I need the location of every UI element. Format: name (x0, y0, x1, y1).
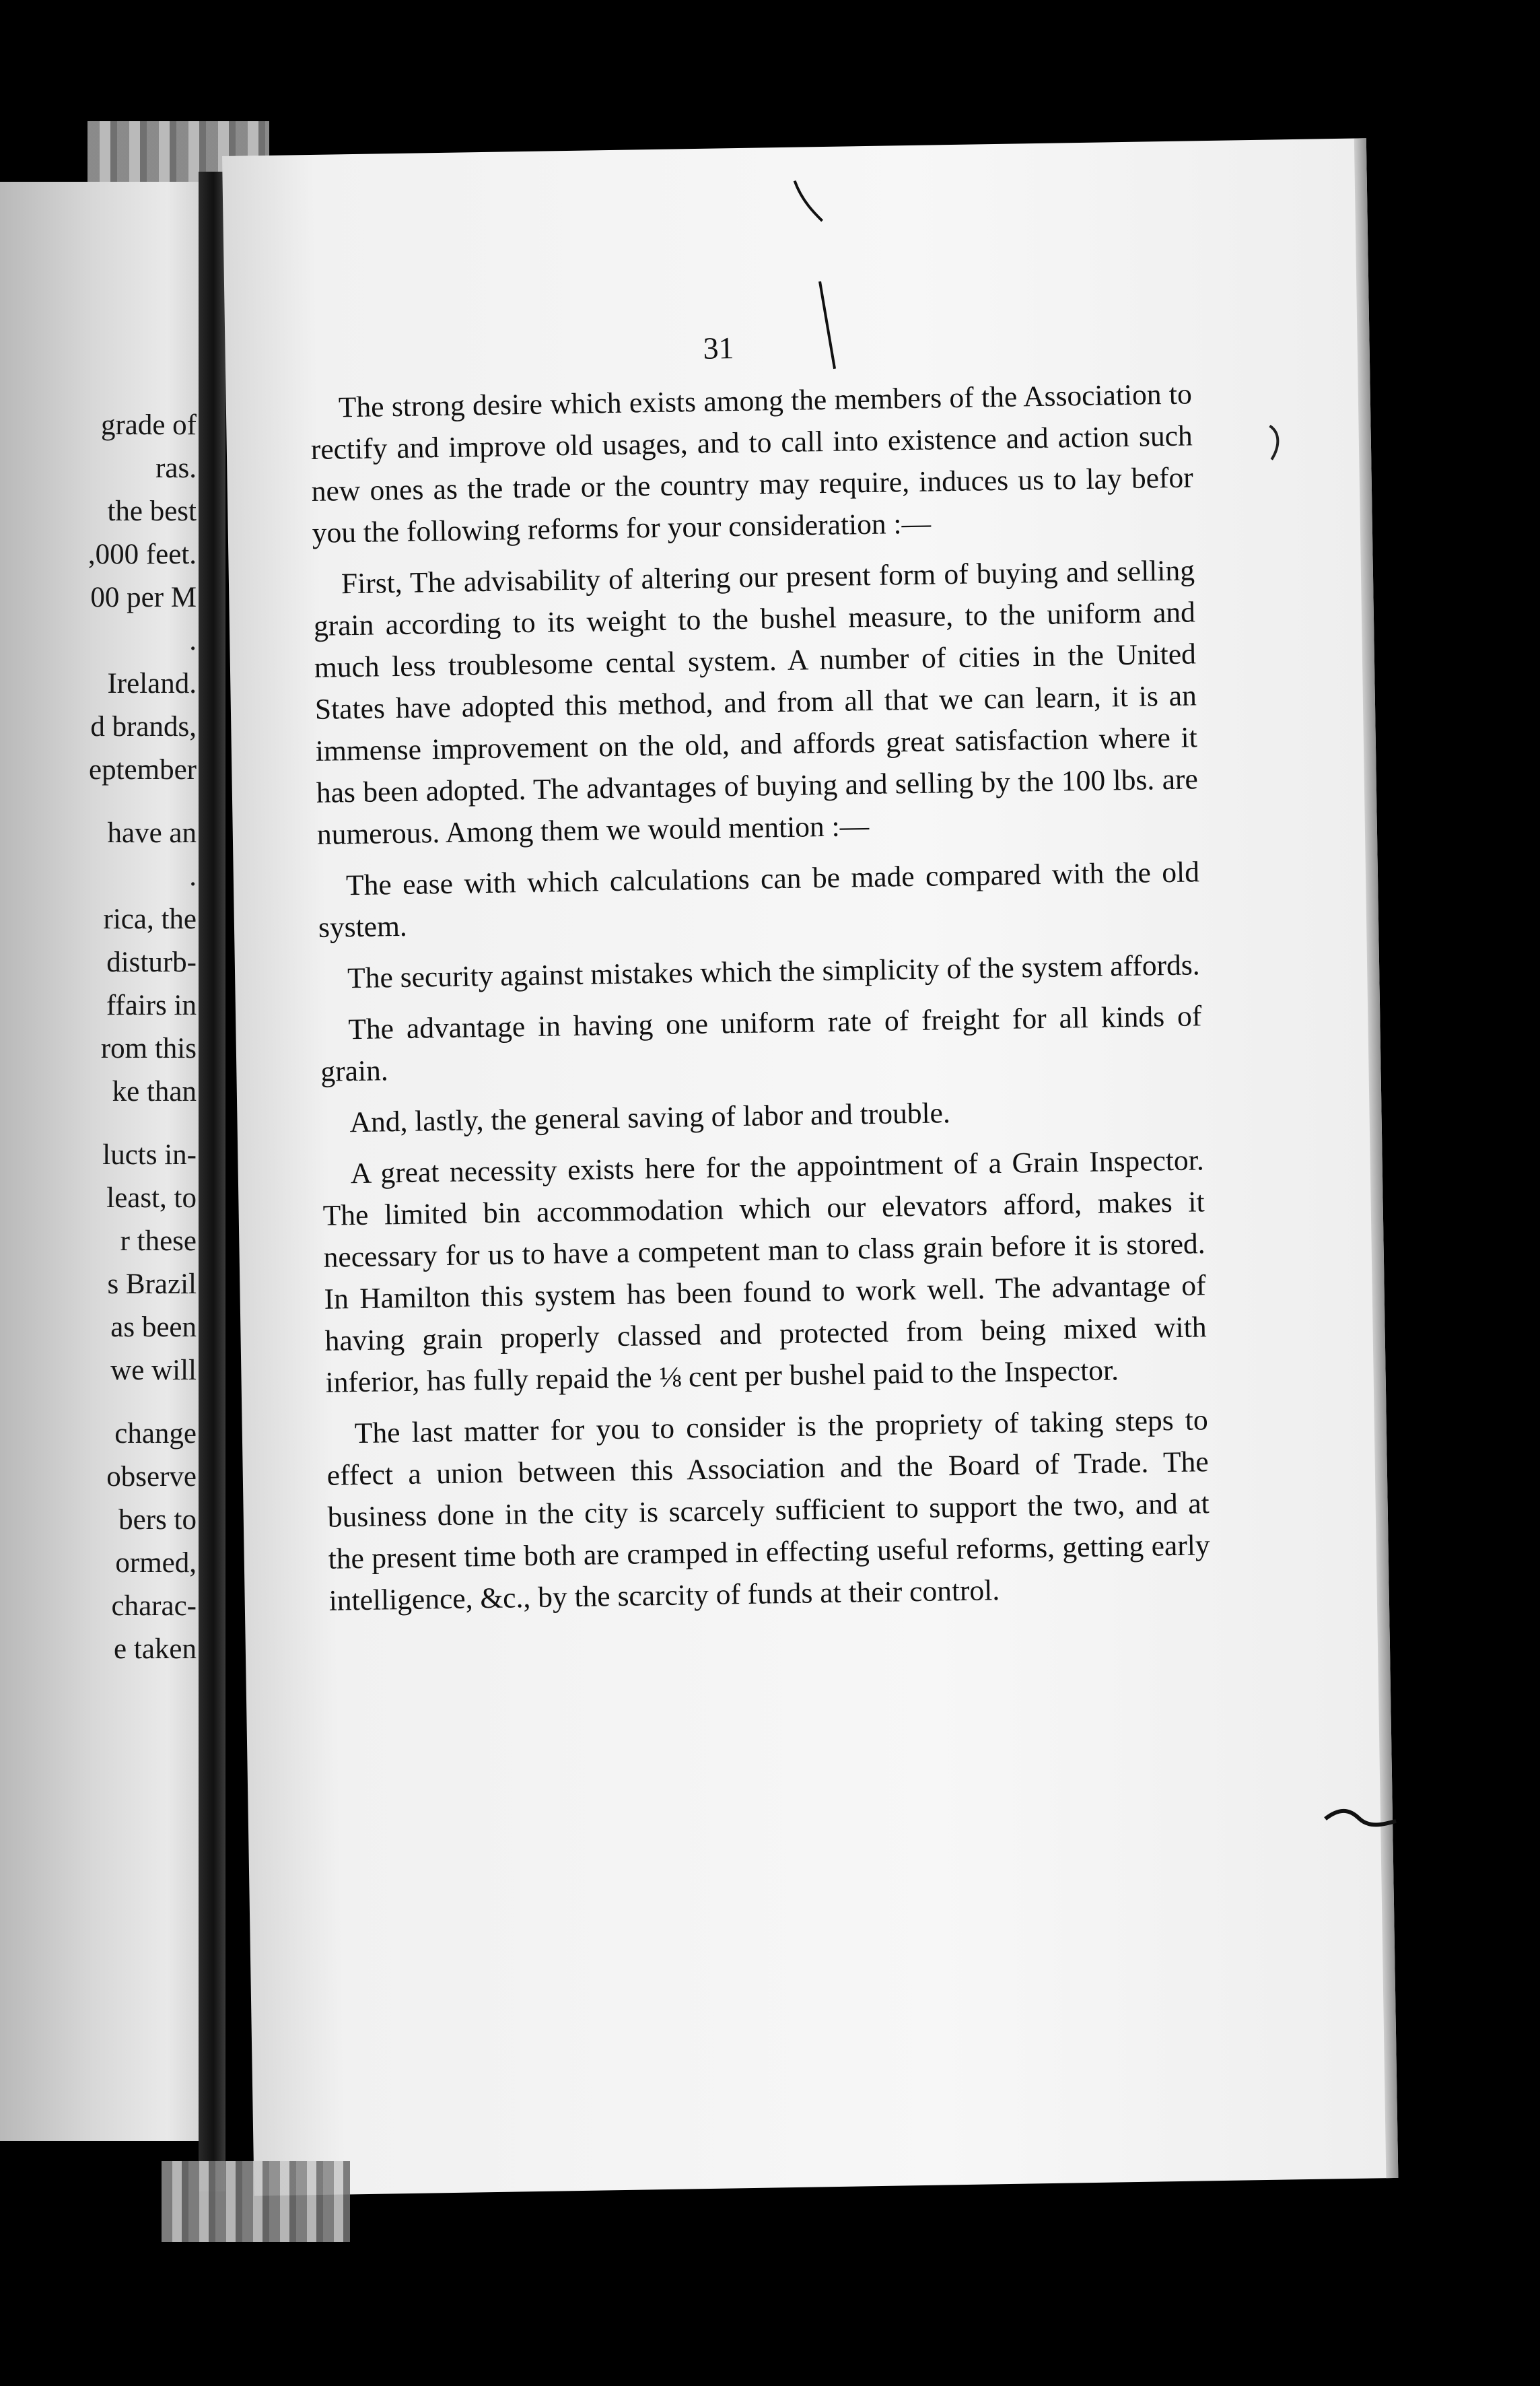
book-spine (199, 172, 225, 2191)
left-page-line: rom this (100, 1033, 197, 1064)
binding-tape-bottom (162, 2161, 350, 2242)
left-page-line: eptember (89, 754, 197, 786)
ink-blot-right (1319, 1801, 1400, 1836)
left-page-line (0, 1114, 197, 1134)
body-text (310, 373, 1211, 1631)
pencil-mark-top (781, 173, 866, 376)
left-page-line: lucts in- (102, 1139, 197, 1171)
page-number: 31 (703, 331, 734, 366)
left-page-line: bers to (118, 1504, 197, 1536)
left-page-text (0, 404, 197, 1671)
left-page-line: grade of (100, 409, 197, 441)
left-page-line: e taken (114, 1633, 197, 1665)
paragraph: The strong desire which exists among the members of the Association to rectify and improve old usages, and to call into existence and action such new ones as the trade or the country may require, induces us to lay befor you the following reforms for your consideration :— (310, 378, 1194, 549)
left-page-line: ormed, (115, 1547, 197, 1579)
left-page-line: least, to (106, 1182, 197, 1214)
left-page-line: ke than (112, 1076, 197, 1107)
paragraph: The last matter for you to consider is the propriety of taking steps to effect a union between this Association and the Board of Trade. The business done in the city is scarcely sufficient to support the two, and at the present time both are cramped in effecting useful reforms, getting early intelligence, &c., by the scarcity of funds at their control. (326, 1404, 1210, 1617)
paragraph: A great necessity exists here for the appointment of a Grain Inspector. The limited bin accommodation which our elevators afford, makes it necessary for us to have a competent man to class grain before it is stored. In Hamilton this system has been found to work well. The advantage of having grain properly classed and protected from being mixed with inferior, has fully repaid the ⅛ cent per bushel paid to the Inspector. (322, 1144, 1207, 1399)
left-page-line: r these (120, 1225, 197, 1257)
left-page-line: Ireland. (107, 668, 197, 700)
paragraph: The security against mistakes which the simplicity of the system affords. (347, 949, 1200, 995)
paragraph: And, lastly, the general saving of labor and trouble. (349, 1097, 951, 1139)
left-page-line: we will (110, 1355, 197, 1386)
left-page (0, 182, 209, 2141)
left-page-line: 00 per M (90, 582, 197, 613)
left-page-line: ffairs in (106, 990, 197, 1021)
left-page-line: ,000 feet. (88, 539, 197, 570)
left-page-line: have an (107, 817, 197, 849)
left-page-line (0, 792, 197, 812)
page-edge (1354, 138, 1399, 2178)
paragraph: The ease with which calculations can be made compared with the old system. (318, 856, 1200, 944)
left-page-line: charac- (111, 1590, 197, 1622)
left-page-line: observe (106, 1461, 197, 1493)
paragraph: The advantage in having one uniform rate of freight for all kinds of grain. (320, 1000, 1202, 1088)
left-page-line: ras. (155, 452, 197, 484)
left-page-line: s Brazil (107, 1268, 197, 1300)
right-page (222, 138, 1398, 2195)
left-page-line: rica, the (103, 904, 197, 935)
paragraph: First, The advisability of altering our present form of buying and selling grain according to its weight to the bushel measure, to the uniform and much less troublesome cental system. A number of cities in the United States have adopted this method, and from all that we can learn, it is an immense improvement on the old, and affords great satisfaction where it has been adopted. The advantages of buying and selling by the 100 lbs. are numerous. Among them we would mention :— (313, 554, 1199, 851)
left-page-line: the best (107, 496, 197, 527)
left-page-line: . (189, 625, 197, 656)
pencil-mark-right (1263, 422, 1290, 463)
left-page-line: . (189, 860, 197, 892)
left-page-line: as been (110, 1311, 197, 1343)
left-page-line (0, 1392, 197, 1412)
left-page-line: d brands, (90, 711, 197, 743)
left-page-line: disturb- (106, 947, 197, 978)
left-page-line: change (114, 1418, 197, 1450)
